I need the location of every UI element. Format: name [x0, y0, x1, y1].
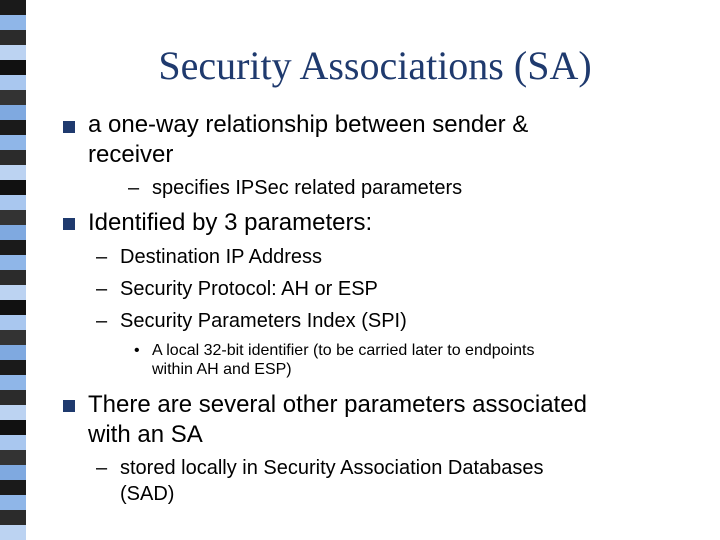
dot-bullet-icon: •: [134, 342, 140, 359]
stripe-segment: [0, 135, 26, 150]
stripe-segment: [0, 255, 26, 270]
dash-icon: –: [96, 278, 108, 300]
bullet-1-line-2: receiver: [88, 141, 174, 168]
bullet-2-subsub-line-2: within AH and ESP): [152, 361, 292, 378]
bullet-2-sub-1: Destination IP Address: [120, 246, 322, 268]
bullet-2-text: Identified by 3 parameters:: [88, 209, 373, 236]
stripe-segment: [0, 315, 26, 330]
stripe-segment: [0, 510, 26, 525]
bullet-square-icon: [63, 121, 75, 133]
bullet-3-sub-line-1: stored locally in Security Association Databases: [120, 457, 544, 479]
stripe-segment: [0, 180, 26, 195]
slide-title: Security Associations (SA): [158, 43, 592, 88]
stripe-segment: [0, 450, 26, 465]
stripe-segment: [0, 435, 26, 450]
stripe-segment: [0, 285, 26, 300]
stripe-segment: [0, 375, 26, 390]
bullet-2-subsub-line-1: A local 32-bit identifier (to be carried later to endpoints: [152, 342, 535, 359]
stripe-segment: [0, 330, 26, 345]
stripe-segment: [0, 225, 26, 240]
stripe-segment: [0, 495, 26, 510]
bullet-square-icon: [63, 400, 75, 412]
bullet-2-sub-3: Security Parameters Index (SPI): [120, 310, 407, 332]
stripe-segment: [0, 300, 26, 315]
stripe-segment: [0, 465, 26, 480]
stripe-segment: [0, 420, 26, 435]
stripe-segment: [0, 240, 26, 255]
bullet-3-line-1: There are several other parameters associated: [88, 391, 587, 418]
bullet-3-line-2: with an SA: [88, 421, 203, 448]
stripe-segment: [0, 105, 26, 120]
stripe-segment: [0, 525, 26, 540]
stripe-segment: [0, 210, 26, 225]
stripe-segment: [0, 165, 26, 180]
stripe-segment: [0, 480, 26, 495]
stripe-segment: [0, 120, 26, 135]
stripe-segment: [0, 270, 26, 285]
stripe-segment: [0, 0, 26, 15]
bullet-2-sub-2: Security Protocol: AH or ESP: [120, 278, 378, 300]
stripe-segment: [0, 405, 26, 420]
bullet-square-icon: [63, 218, 75, 230]
stripe-segment: [0, 15, 26, 30]
bullet-1-line-1: a one-way relationship between sender &: [88, 111, 529, 138]
bullet-1-sub-1: specifies IPSec related parameters: [152, 177, 463, 199]
stripe-segment: [0, 90, 26, 105]
stripe-segment: [0, 360, 26, 375]
stripe-segment: [0, 345, 26, 360]
stripe-segment: [0, 150, 26, 165]
dash-icon: –: [96, 310, 108, 332]
stripe-segment: [0, 390, 26, 405]
stripe-segment: [0, 195, 26, 210]
dash-icon: –: [96, 246, 108, 268]
dash-icon: –: [96, 457, 108, 479]
bullet-3-sub-line-2: (SAD): [120, 483, 175, 505]
dash-icon: –: [128, 177, 140, 199]
